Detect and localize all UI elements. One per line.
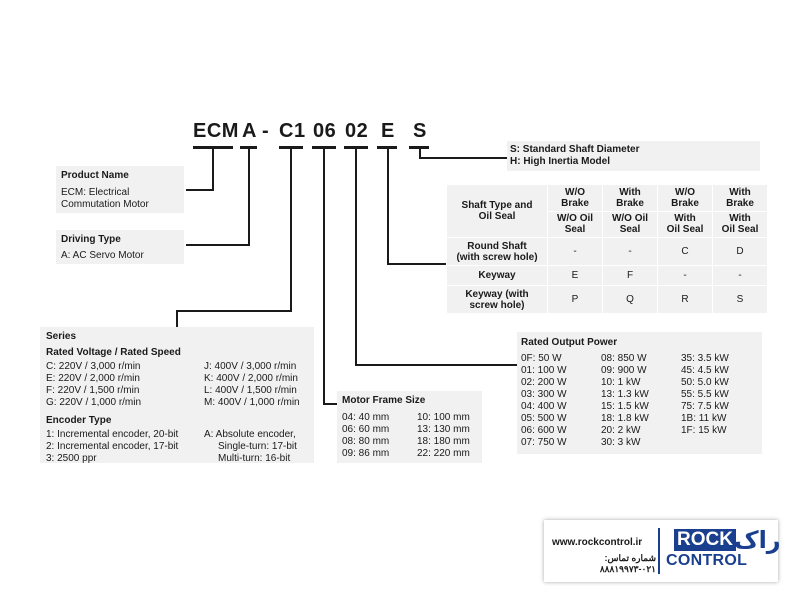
power-item: 01: 100 W: [521, 365, 567, 376]
website-link[interactable]: www.rockcontrol.ir: [552, 537, 643, 548]
shaft-col-subheader: [548, 211, 603, 238]
code-segment-series: ECM: [193, 120, 239, 142]
power-item: 02: 200 W: [521, 377, 567, 388]
shaft-row-label: [447, 238, 548, 266]
code-segment-driving: A: [242, 120, 257, 142]
connector-line: [186, 189, 214, 191]
shaft-cell: S: [713, 286, 768, 314]
rockcontrol-wordmark: [666, 529, 748, 573]
power-item: 45: 4.5 kW: [681, 365, 729, 376]
header-text: Seal: [564, 224, 586, 236]
logo-divider: [658, 528, 660, 574]
encoder-item: Single-turn: 17-bit: [218, 441, 297, 452]
table-row: [447, 238, 768, 266]
power-item: 1F: 15 kW: [681, 425, 727, 436]
header-text: With: [674, 213, 696, 225]
power-item: 07: 750 W: [521, 437, 567, 448]
shaft-cell: -: [658, 266, 713, 286]
code-segment-frame: 06: [313, 120, 337, 142]
power-item: 08: 850 W: [601, 353, 647, 364]
row-label-text: screw hole): [469, 299, 525, 311]
connector-line: [290, 148, 292, 311]
header-text: Brake: [726, 197, 754, 209]
logo-farsi-text: راک: [734, 526, 781, 554]
power-item: 50: 5.0 kW: [681, 377, 729, 388]
power-item: 55: 5.5 kW: [681, 389, 729, 400]
power-item: 30: 3 kW: [601, 437, 641, 448]
power-item: 09: 900 W: [601, 365, 647, 376]
power-item: 06: 600 W: [521, 425, 567, 436]
shaft-cell: E: [548, 266, 603, 286]
encoder-item: 1: Incremental encoder, 20-bit: [46, 429, 179, 440]
power-item: 13: 1.3 kW: [601, 389, 649, 400]
frame-item: 04: 40 mm: [342, 412, 390, 423]
rated-power-title: Rated Output Power: [521, 337, 618, 348]
code-segment-power: 02: [345, 120, 369, 142]
logo-rock-text: ROCK: [674, 529, 736, 551]
connector-line: [176, 310, 292, 312]
connector-line: [387, 148, 389, 264]
connector-line: [186, 244, 250, 246]
shaft-type-table: [446, 184, 768, 314]
voltage-item: E: 220V / 2,000 r/min: [46, 373, 140, 384]
power-item: 15: 1.5 kW: [601, 401, 649, 412]
shaft-table-corner: [447, 185, 548, 238]
frame-item: 22: 220 mm: [417, 448, 470, 459]
power-item: 18: 1.8 kW: [601, 413, 649, 424]
shaft-table-corner-line: Shaft Type and: [461, 200, 533, 211]
header-text: W/O Oil: [611, 213, 649, 225]
frame-item: 09: 86 mm: [342, 448, 390, 459]
voltage-item: F: 220V / 1,500 r/min: [46, 385, 140, 396]
frame-item: 08: 80 mm: [342, 436, 390, 447]
frame-item: 18: 180 mm: [417, 436, 470, 447]
connector-line: [323, 148, 325, 404]
shaft-row-label: Keyway: [447, 266, 548, 286]
voltage-item: L: 400V / 1,500 r/min: [204, 385, 297, 396]
header-text: Oil Seal: [721, 224, 759, 236]
connector-line: [355, 148, 357, 365]
motor-frame-title: Motor Frame Size: [342, 395, 426, 406]
shaft-col-header: [713, 185, 768, 212]
voltage-item: G: 220V / 1,000 r/min: [46, 397, 142, 408]
code-segment-dash: -: [262, 120, 270, 142]
power-item: 0F: 50 W: [521, 353, 562, 364]
row-label-text: Keyway (with: [465, 288, 529, 300]
header-text: W/O: [565, 186, 585, 198]
product-name-line: Commutation Motor: [61, 199, 149, 210]
product-name-panel: [56, 166, 184, 213]
encoder-item: Multi-turn: 16-bit: [218, 453, 291, 464]
header-text: W/O: [675, 186, 695, 198]
shaft-cell: C: [658, 238, 713, 266]
frame-item: 13: 130 mm: [417, 424, 470, 435]
power-item: 20: 2 kW: [601, 425, 641, 436]
table-row: [447, 286, 768, 314]
code-segment-diameter: S: [413, 120, 427, 142]
motor-frame-panel: [337, 391, 482, 463]
power-column: [521, 353, 567, 449]
connector-line: [419, 157, 507, 159]
header-text: With: [619, 186, 641, 198]
connector-line: [176, 310, 178, 327]
encoder-item: 2: Incremental encoder, 17-bit: [46, 441, 179, 452]
power-item: 35: 3.5 kW: [681, 353, 729, 364]
shaft-cell: -: [713, 266, 768, 286]
connector-line: [212, 148, 214, 190]
shaft-col-header: [658, 185, 713, 212]
connector-line: [355, 364, 517, 366]
header-text: Brake: [671, 197, 699, 209]
shaft-col-header: [603, 185, 658, 212]
driving-type-title: Driving Type: [61, 234, 121, 245]
shaft-row-label: [447, 286, 548, 314]
header-text: Oil Seal: [666, 224, 704, 236]
encoder-item: A: Absolute encoder,: [204, 429, 296, 440]
power-item: 75: 7.5 kW: [681, 401, 729, 412]
code-segment-voltage: C1: [279, 120, 306, 142]
encoder-type-title: Encoder Type: [46, 415, 112, 426]
table-row: [447, 266, 768, 286]
code-segment-shaft: E: [381, 120, 395, 142]
header-text: W/O Oil: [556, 213, 594, 225]
row-label-text: (with screw hole): [456, 251, 538, 263]
header-text: Brake: [616, 197, 644, 209]
shaft-cell: P: [548, 286, 603, 314]
frame-item: 10: 100 mm: [417, 412, 470, 423]
logo-control-text: CONTROL: [666, 552, 748, 569]
voltage-item: K: 400V / 2,000 r/min: [204, 373, 298, 384]
shaft-cell: D: [713, 238, 768, 266]
series-panel: [40, 327, 314, 463]
shaft-table-corner-line: Oil Seal: [478, 211, 516, 222]
shaft-col-subheader: [658, 211, 713, 238]
phone-number: شماره تماس: ۰۲۱-۸۸۸۱۹۹۷۳: [599, 553, 656, 574]
shaft-diameter-panel: [507, 141, 760, 171]
power-column: [681, 353, 729, 437]
driving-type-panel: [56, 230, 184, 264]
voltage-item: C: 220V / 3,000 r/min: [46, 361, 141, 372]
row-label-text: Round Shaft: [467, 240, 527, 252]
power-column: [601, 353, 649, 449]
shaft-diameter-line: H: High Inertia Model: [510, 156, 610, 167]
shaft-cell: -: [603, 238, 658, 266]
connector-line: [387, 263, 447, 265]
voltage-item: M: 400V / 1,000 r/min: [204, 397, 300, 408]
shaft-col-header: [548, 185, 603, 212]
shaft-cell: Q: [603, 286, 658, 314]
power-item: 03: 300 W: [521, 389, 567, 400]
power-item: 04: 400 W: [521, 401, 567, 412]
rated-power-panel: [517, 332, 762, 454]
connector-line: [323, 403, 337, 405]
series-title: Series: [46, 331, 77, 342]
header-text: With: [729, 213, 751, 225]
shaft-cell: F: [603, 266, 658, 286]
power-item: 10: 1 kW: [601, 377, 641, 388]
voltage-item: J: 400V / 3,000 r/min: [204, 361, 297, 372]
shaft-col-subheader: [713, 211, 768, 238]
shaft-col-subheader: [603, 211, 658, 238]
rockcontrol-logo-card[interactable]: [544, 520, 781, 582]
driving-type-line: A: AC Servo Motor: [61, 250, 144, 261]
encoder-item: 3: 2500 ppr: [46, 453, 97, 464]
rated-voltage-title: Rated Voltage / Rated Speed: [46, 347, 181, 358]
shaft-diameter-line: S: Standard Shaft Diameter: [510, 144, 640, 155]
product-name-line: ECM: Electrical: [61, 187, 130, 198]
shaft-cell: -: [548, 238, 603, 266]
power-item: 05: 500 W: [521, 413, 567, 424]
product-name-title: Product Name: [61, 170, 129, 181]
header-text: Brake: [561, 197, 589, 209]
frame-item: 06: 60 mm: [342, 424, 390, 435]
shaft-cell: R: [658, 286, 713, 314]
header-text: With: [729, 186, 751, 198]
power-item: 1B: 11 kW: [681, 413, 727, 424]
header-text: Seal: [619, 224, 641, 236]
connector-line: [248, 148, 250, 245]
